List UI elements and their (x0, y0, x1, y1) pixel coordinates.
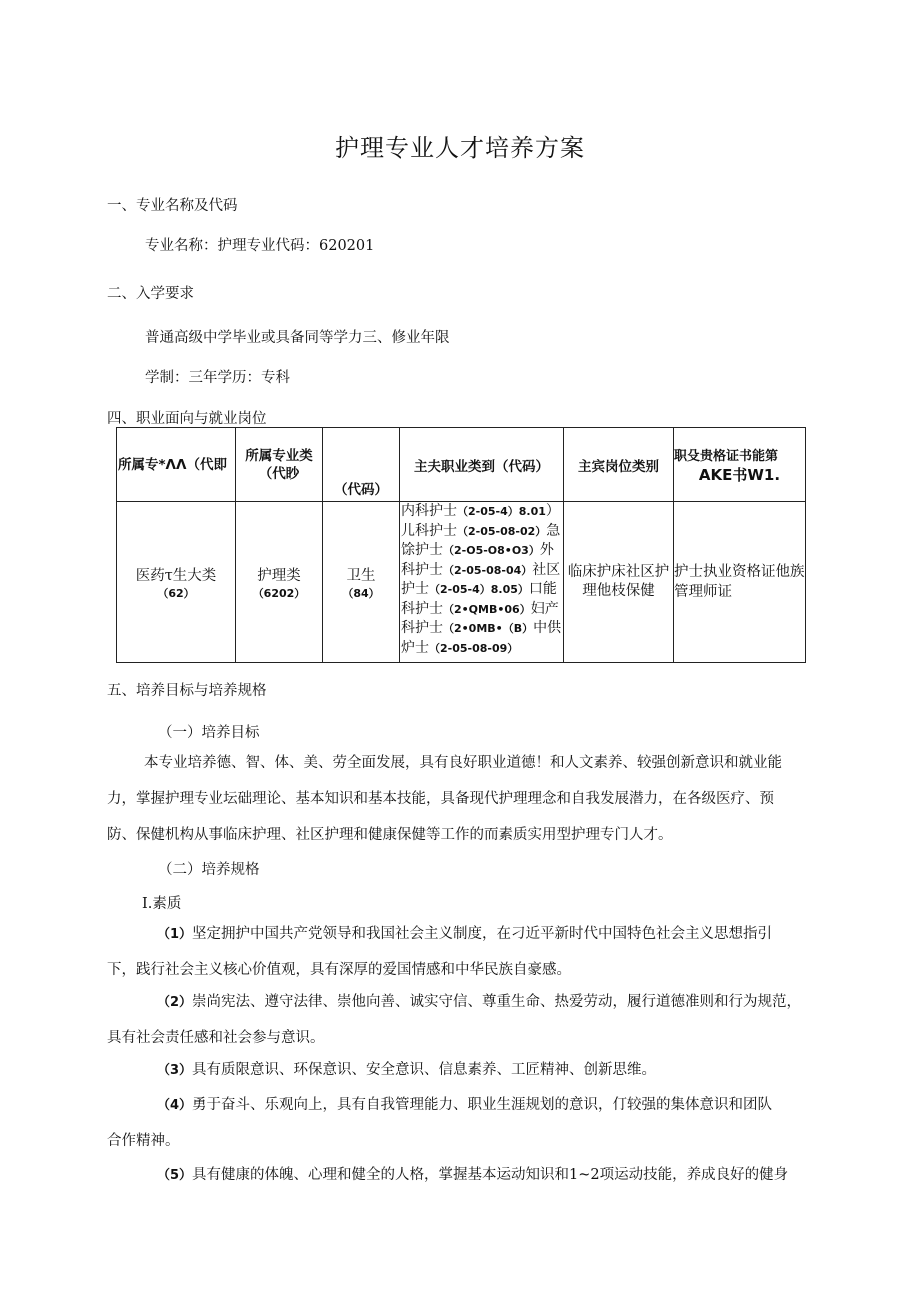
admission-requirement: 普通高级中学毕业或具备同等学力三、修业年限 (145, 330, 450, 346)
cell-category: 医药τ生大类 （62） (117, 502, 236, 663)
subheading-specs: （二）培养规格 (158, 862, 260, 878)
major-name-code: 专业名称：护理专业代码：620201 (145, 238, 375, 254)
cell-positions: 临床护床社区护理他枝保健 (564, 502, 674, 663)
cell-industry: 卫生 （84） (323, 502, 400, 663)
header-category: 所属专*ΛΛ（代即 (117, 428, 236, 502)
header-occupation: 主夫职业类到（代码） (400, 428, 564, 502)
table-header-row (117, 428, 806, 502)
header-industry-code: （代码） (323, 428, 400, 502)
document-title: 护理专业人才培养方案 (335, 134, 585, 162)
cell-certificates: 护士执业资格证他族管理师证 (674, 502, 806, 663)
quality-heading: I.素质 (142, 896, 182, 912)
section-heading-goals: 五、培养目标与培养规格 (107, 683, 267, 699)
header-certificate: 职殳贵格证书能第 AKE书W1. (674, 428, 806, 502)
cell-occupations (400, 502, 564, 663)
quality-item-5: （5）具有健康的体魄、心理和健全的人格，掌握基本运动知识和1~2项运动技能，养成良好的健身 (157, 1167, 789, 1183)
header-position: 主宾岗位类别 (564, 428, 674, 502)
career-table (116, 427, 806, 663)
header-major-class: 所属专业类（代眇 (236, 428, 323, 502)
occupation-list: 内科护士（2-05-4）8.01）儿科护士（2-05-08-02）急馀护士（2-O5-O8•O3）外科护士（2-05-08-04）社区护士（2-05-4）8.05）口能科护士（2•QMB•06）妇产科护士（2•0MB•（B）中供炉士（2-05-08-09） (401, 503, 562, 656)
goals-paragraph-cont: 力，掌握护理专业坛础理论、基本知识和基本技能，具备现代护理理念和自我发展潜力，在各级医疗、预 防、保健机构从事临床护理、社区护理和健康保健等工作的而素质实用型护理专门人才。 (107, 791, 774, 843)
section-heading-admission: 二、入学要求 (107, 286, 194, 302)
quality-item-4: （4）勇于奋斗、乐观向上，具有自我管理能力、职业生涯规划的意识，仃较强的集体意识和团队 合作精神。 (107, 1097, 773, 1149)
quality-item-3: （3）具有质限意识、环保意识、安全意识、信息素养、工匠精神、创新思维。 (157, 1062, 657, 1078)
quality-item-1: （1）坚定拥护中国共产党领导和我国社会主义制度，在刁近平新时代中国特色社会主义思想指引 下，践行社会主义核心价值观，具有深厚的爱国情感和中华民族自豪感。 (107, 926, 773, 978)
goals-paragraph: 本专业培养德、智、体、美、劳全面发展，具有良好职业道德！和人文素养、较强创新意识和就业能 (144, 755, 782, 771)
section-heading-name-code: 一、专业名称及代码 (107, 198, 238, 214)
cell-major-class: 护理类 （6202） (236, 502, 323, 663)
quality-item-2: （2）崇尚宪法、遵守法律、崇他向善、诚实守信、尊重生命、热爱劳动，履行道德准则和行为规范， 具有社会责任感和社会参与意识。 (107, 994, 802, 1046)
table-row (117, 502, 806, 663)
study-duration: 学制：三年学历：专科 (145, 370, 290, 386)
section-heading-career: 四、职业面向与就业岗位 (107, 411, 267, 427)
subheading-goals: （一）培养目标 (158, 725, 260, 741)
